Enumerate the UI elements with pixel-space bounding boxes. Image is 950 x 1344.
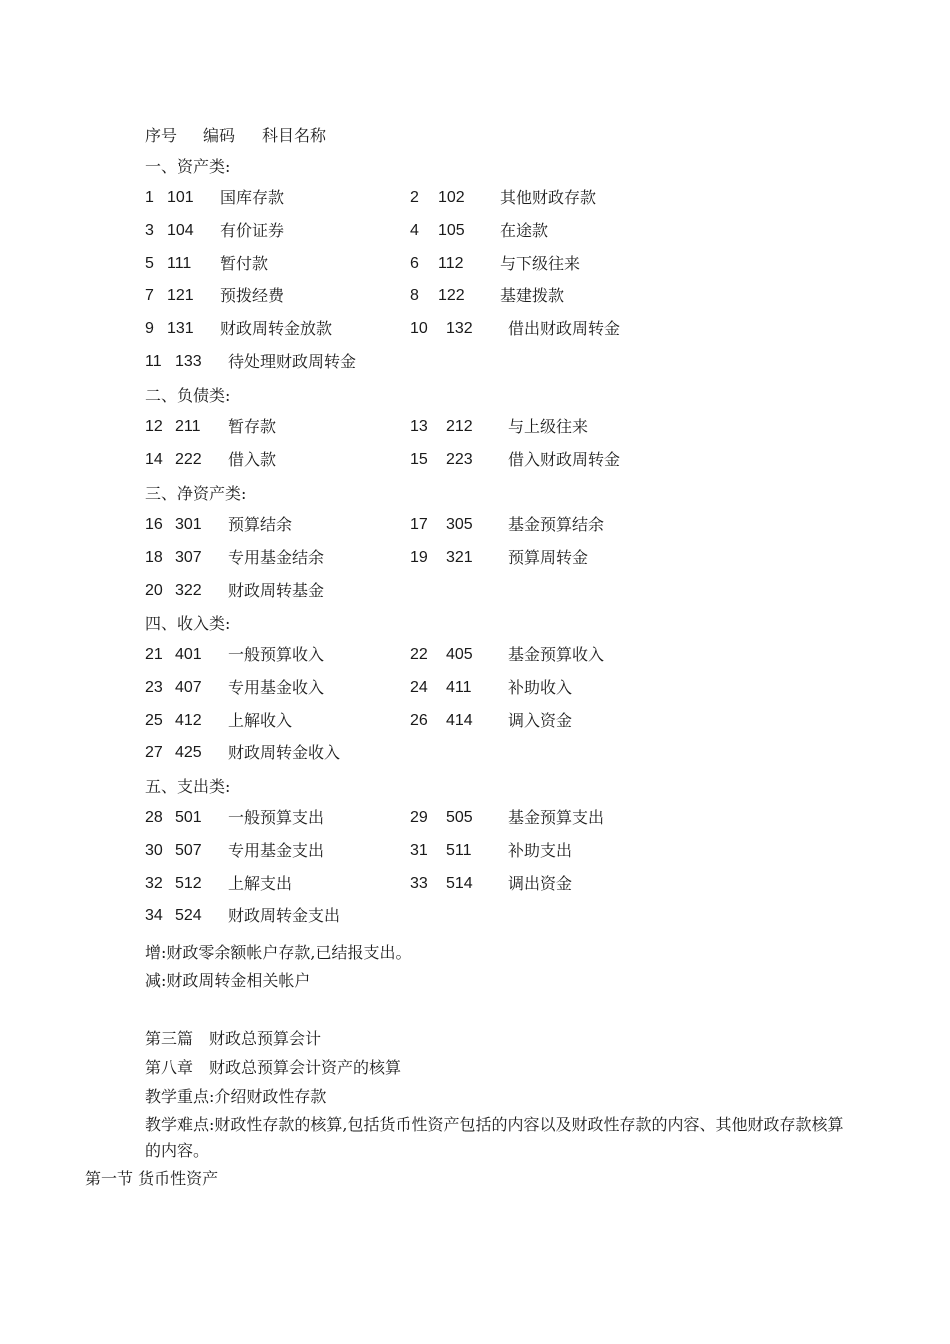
- account-seq: 21: [145, 646, 163, 663]
- account-code: 412: [175, 711, 202, 729]
- account-seq: 25: [145, 711, 163, 729]
- account-row: [0, 285, 950, 307]
- account-seq: 12: [145, 418, 163, 435]
- account-code: 501: [175, 809, 202, 826]
- account-name: 暂付款: [220, 253, 269, 273]
- account-seq: 7: [145, 287, 154, 305]
- account-seq: 11: [145, 353, 162, 370]
- account-row: [0, 547, 950, 569]
- account-name: 专用基金支出: [228, 840, 325, 860]
- account-code: 105: [438, 221, 465, 239]
- chapter-title: 第八章 财政总预算会计资产的核算: [145, 1058, 402, 1077]
- account-row: [0, 580, 950, 602]
- account-code: 101: [167, 189, 194, 206]
- account-seq: 6: [410, 254, 419, 272]
- account-code: 307: [175, 548, 202, 566]
- account-code: 507: [175, 841, 202, 859]
- account-seq: 20: [145, 581, 163, 599]
- account-name: 预算周转金: [508, 547, 589, 567]
- header-code: 编码: [203, 126, 236, 145]
- account-name: 专用基金结余: [228, 547, 325, 567]
- section-title: 四、收入类:: [145, 614, 231, 633]
- account-row: [0, 449, 950, 471]
- section-title: 一、资产类:: [145, 157, 231, 176]
- account-code: 511: [446, 841, 472, 859]
- account-name: 借出财政周转金: [508, 319, 621, 339]
- account-seq: 29: [410, 809, 428, 826]
- account-code: 111: [167, 254, 192, 272]
- account-row: [0, 253, 950, 275]
- account-seq: 19: [410, 548, 428, 566]
- account-name: 上解收入: [228, 710, 293, 730]
- account-seq: 30: [145, 841, 163, 859]
- account-seq: 9: [145, 320, 154, 338]
- account-name: 财政周转金放款: [220, 319, 333, 339]
- account-code: 405: [446, 646, 473, 663]
- account-seq: 34: [145, 907, 163, 925]
- account-name: 基金预算结余: [508, 515, 605, 534]
- header-seq: 序号: [145, 126, 178, 145]
- account-seq: 26: [410, 711, 428, 729]
- account-row: [0, 710, 950, 732]
- account-code: 524: [175, 907, 202, 925]
- account-seq: 17: [410, 516, 428, 533]
- account-name: 有价证券: [220, 220, 285, 240]
- account-code: 223: [446, 450, 473, 468]
- account-seq: 22: [410, 646, 428, 663]
- account-seq: 3: [145, 221, 154, 239]
- account-name: 国库存款: [220, 188, 285, 207]
- account-code: 407: [175, 678, 202, 696]
- account-code: 505: [446, 809, 473, 826]
- account-seq: 5: [145, 254, 154, 272]
- account-seq: 1: [145, 189, 154, 206]
- account-code: 514: [446, 874, 473, 892]
- account-name: 一般预算收入: [228, 645, 325, 664]
- account-code: 414: [446, 711, 473, 729]
- section-title: 五、支出类:: [145, 777, 231, 796]
- account-seq: 15: [410, 450, 428, 468]
- account-code: 322: [175, 581, 202, 599]
- account-name: 财政周转金支出: [228, 906, 341, 926]
- account-row: [0, 220, 950, 242]
- account-code: 425: [175, 744, 202, 762]
- account-row: [0, 644, 950, 666]
- account-code: 132: [446, 320, 473, 338]
- account-code: 401: [175, 646, 202, 663]
- account-row: [0, 873, 950, 895]
- account-row: [0, 807, 950, 829]
- account-seq: 2: [410, 189, 419, 206]
- account-name: 基金预算支出: [508, 808, 605, 827]
- account-seq: 28: [145, 809, 163, 826]
- account-seq: 16: [145, 516, 163, 533]
- account-name: 预算结余: [228, 515, 293, 534]
- account-seq: 23: [145, 678, 163, 696]
- account-row: [0, 905, 950, 927]
- account-name: 借入财政周转金: [508, 449, 621, 469]
- account-code: 102: [438, 189, 465, 206]
- header-name: 科目名称: [262, 126, 327, 145]
- section-title: 三、净资产类:: [145, 484, 247, 503]
- part-title: 第三篇 财政总预算会计: [145, 1029, 322, 1048]
- account-name: 在途款: [500, 220, 549, 240]
- account-seq: 4: [410, 221, 419, 239]
- account-seq: 13: [410, 418, 428, 435]
- account-name: 上解支出: [228, 873, 293, 893]
- account-name: 预拨经费: [220, 286, 285, 306]
- section-heading: 第一节 货币性资产: [85, 1169, 219, 1188]
- section-title: 二、负债类:: [145, 386, 231, 405]
- account-code: 122: [438, 287, 465, 305]
- account-row: [0, 318, 950, 340]
- account-code: 212: [446, 418, 473, 435]
- account-code: 305: [446, 516, 473, 533]
- account-name: 基建拨款: [500, 286, 565, 306]
- account-row: [0, 351, 950, 373]
- account-row: [0, 840, 950, 862]
- account-row: [0, 742, 950, 764]
- account-code: 411: [446, 678, 472, 696]
- account-name: 财政周转基金: [228, 580, 325, 600]
- account-code: 112: [438, 254, 464, 272]
- account-name: 借入款: [228, 449, 277, 469]
- account-code: 512: [175, 874, 202, 892]
- account-code: 301: [175, 516, 202, 533]
- account-seq: 18: [145, 548, 163, 566]
- account-name: 与上级往来: [508, 417, 589, 436]
- account-row: [0, 187, 950, 209]
- account-row: [0, 677, 950, 699]
- account-name: 补助支出: [508, 840, 573, 860]
- account-name: 基金预算收入: [508, 645, 605, 664]
- account-seq: 14: [145, 450, 163, 468]
- decrease-note: 减:财政周转金相关帐户: [145, 971, 311, 990]
- account-name: 调出资金: [508, 873, 573, 893]
- account-seq: 33: [410, 874, 428, 892]
- account-name: 调入资金: [508, 710, 573, 730]
- account-name: 财政周转金收入: [228, 743, 341, 763]
- key-point: 教学重点:介绍财政性存款: [145, 1087, 327, 1106]
- account-code: 321: [446, 548, 473, 566]
- account-row: [0, 514, 950, 536]
- account-seq: 10: [410, 320, 428, 338]
- account-code: 222: [175, 450, 202, 468]
- account-name: 与下级往来: [500, 253, 581, 273]
- difficulty-paragraph: 教学难点:财政性存款的核算,包括货币性资产包括的内容以及财政性存款的内容、其他财政存款核算的内容。: [145, 1115, 844, 1160]
- account-code: 211: [175, 418, 201, 435]
- account-name: 补助收入: [508, 677, 573, 697]
- account-name: 暂存款: [228, 417, 277, 436]
- account-seq: 27: [145, 744, 163, 762]
- account-name: 专用基金收入: [228, 677, 325, 697]
- account-seq: 32: [145, 874, 163, 892]
- account-seq: 8: [410, 287, 419, 305]
- account-seq: 31: [410, 841, 428, 859]
- account-name: 待处理财政周转金: [228, 352, 357, 371]
- table-header: [145, 126, 327, 146]
- increase-note: 增:财政零余额帐户存款,已结报支出。: [145, 943, 412, 962]
- account-name: 其他财政存款: [500, 188, 597, 207]
- account-seq: 24: [410, 678, 428, 696]
- account-code: 131: [167, 320, 194, 338]
- account-code: 133: [175, 353, 202, 370]
- account-row: [0, 416, 950, 438]
- account-code: 104: [167, 221, 194, 239]
- account-name: 一般预算支出: [228, 808, 325, 827]
- account-code: 121: [167, 287, 194, 305]
